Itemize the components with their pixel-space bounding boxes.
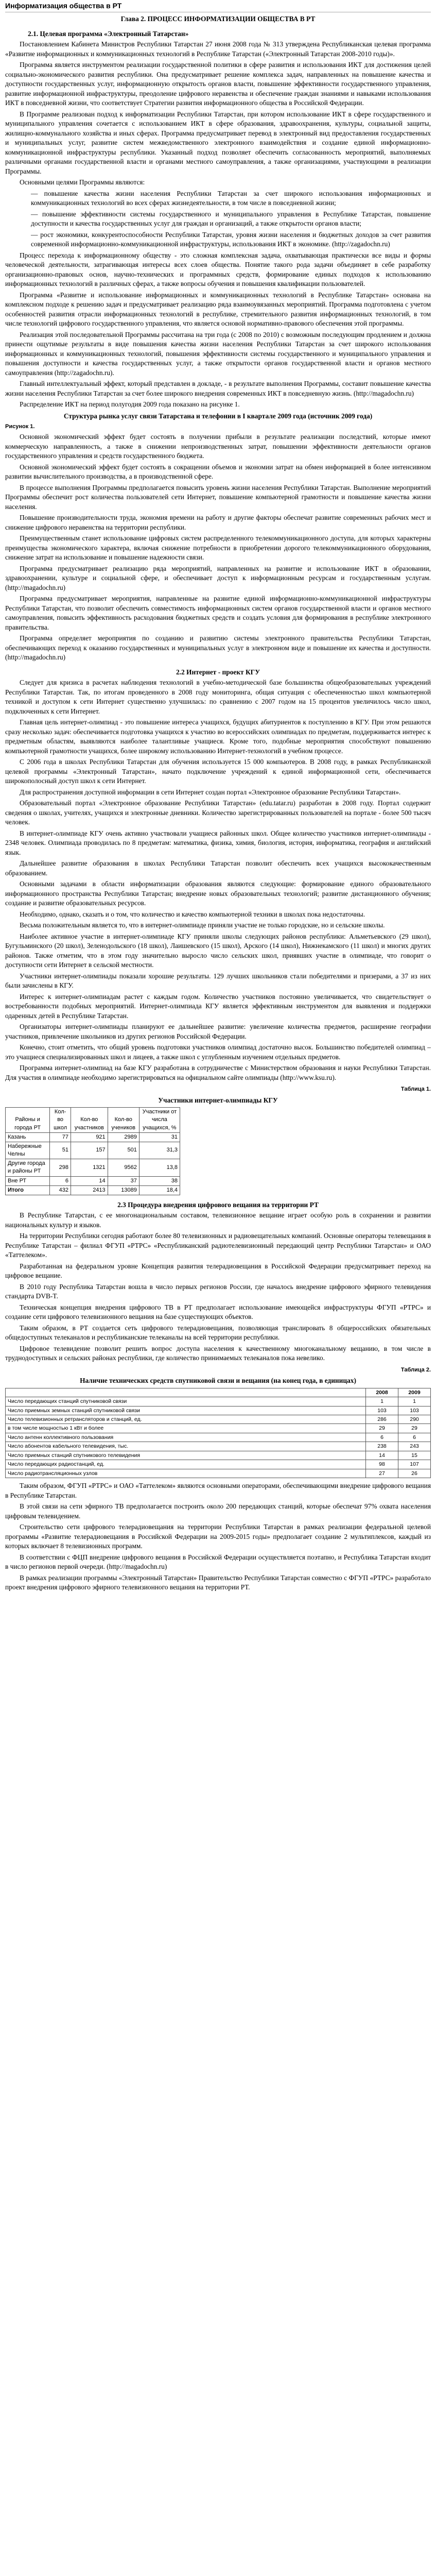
paragraph: На территории Республики сегодня работают более 80 телевизионных и радиовещательных компаний. Основные операторы телевещания в Республике Татарстан – филиал ФГУП «РТРС» «Республиканский радиотелевизионный передающий центр Республики Татарстан» и ОАО «Таттелеком». (5, 1232, 431, 1259)
figure-title: Структура рынка услуг связи Татарстана и телефонии в I квартале 2009 года (63, 412, 306, 420)
table-row (6, 1424, 431, 1433)
table-row (6, 1397, 431, 1406)
goals-list (5, 189, 431, 249)
list-item: — повышение качества жизни населения Республики Татарстан за счет широкого использования информационных и коммуникационных технологий во всех сферах жизнедеятельности, в том числе в повседневной жизни; (31, 189, 431, 207)
table-cell: 14 (366, 1451, 398, 1460)
paragraph: Программа интернет-олимпиад на базе КГУ разработана в сотрудничестве с Министерством образования и науки Республики Татарстан. Для участия в олимпиаде необходимо зарегистрироваться на официальном сайте олимпиады (http://www.ksu.ru). (5, 1064, 431, 1081)
table-header-cell: 2008 (366, 1388, 398, 1397)
paragraph: Главная цель интернет-олимпиад - это повышение интереса учащихся, будущих абитуриентов к поступлению в КГУ. При этом решаются сразу несколько задач: обеспечивается подготовка учащихся к участию во всероссийских олимпиадах по предметам, поддерживается интерес к предметным областям, выявляются наиболее талантливые учащиеся. Кроме того, подобные мероприятия способствуют повышению компьютерной грамотности учащихся, более широкому использованию Интернет-технологий в учебном процессе. (5, 718, 431, 755)
paragraph: Дальнейшее развитие образования в школах Республики Татарстан позволит обеспечить всех учащихся высококачественным образованием. (5, 859, 431, 877)
table-cell: Число абонентов кабельного телевидения, тыс. (6, 1442, 366, 1451)
table-row (6, 1406, 431, 1415)
table-header-cell: Кол-во участников (71, 1108, 108, 1133)
paragraph: Следует для кризиса в расчетах наблюдения технологий в учебно-методической базе большинства общеобразовательных учреждений Республики Татарстан. Так, по итогам проведенного в 2008 году мониторинга, общая ситуация с обеспеченностью школ компьютерной техникой и доступом к сети Интернет существенно улучшилась: по сравнению с 2007 годом на 15 процентов увеличилось число школ, подключенных к сети Интернет. (5, 679, 431, 715)
paragraph: Программа предусматривает мероприятия, направленные на развитие единой информационно-коммуникационной инфраструктуры Республики Татарстан, что позволит обеспечить совместимость информационных систем органов государственной власти и органов местного самоуправления, повысить эффективность расходования бюджетных средств и создать условия для формирования в республике электронного правительства. (5, 595, 431, 631)
paragraph: Наиболее активное участие в интернет-олимпиаде КГУ приняли школы следующих районов республики: Альметьевского (29 школ), Бугульминского (20 школ), Зеленодольского (18 школ), Лаишевского (15 школ), Арского (14 школ), Нижнекамского (11 школ) и многих других районов. Также отметим, что в этом году значительно выросло число сельских школ, приявших участие в олимпиаде, что говорит о доступности сети Интернет в сельской местности. (5, 932, 431, 969)
table-cell: 13089 (108, 1185, 139, 1195)
table-label: Таблица 1. (400, 1086, 431, 1093)
table-cell: 921 (71, 1132, 108, 1142)
table-header-cell (6, 1388, 366, 1397)
paragraph: В процессе выполнения Программы предполагается повысить уровень жизни населения Республики Татарстан. Выполнение мероприятий Программы обеспечит рост количества пользователей сети Интернет, повышение компьютерной грамотности и повышение качества жизни населения. (5, 483, 431, 511)
paragraph: Конечно, стоит отметить, что общий уровень подготовки участников олимпиад достаточно высок. Большинство победителей олимпиад – это учащиеся специализированных школ и лицеев, а также школ с углубленным изучением отдельных предметов. (5, 1043, 431, 1061)
table-header-cell: Районы и города РТ (6, 1108, 50, 1133)
table-cell: 6 (398, 1433, 431, 1442)
section-heading-2-2: 2.2 Интернет - проект КГУ (176, 668, 260, 676)
table-cell: 238 (366, 1442, 398, 1451)
paragraph: В Программе реализован подход к информатизации Республики Татарстан, при котором использование ИКТ в сфере государственного и муниципального управления сочетается с использованием ИКТ в сфере образования, здравоохранения, культуры, социальной защиты, жилищно-коммунального хозяйства и иных сферах. Программа предусматривает перевод в электронный вид предоставления государственных и муниципальных услуг, развитие систем межведомственного электронного взаимодействия и создание единой информационно-коммуникационной инфраструктуры республики. Указанный подход позволяет обеспечить согласованность мероприятий, выполняемых различными органами государственной власти и органами местного самоуправления, а также организациями, участвующими в реализации Программы. (5, 110, 431, 175)
table-cell: 77 (50, 1132, 71, 1142)
paragraph: Программа является инструментом реализации государственной политики в сфере развития и использования ИКТ для достижения целей социально-экономического развития республики. Она предусматривает решение комплекса задач, направленных на повышение качества и доступности государственных услуг, информационную открытость органов власти, повышение эффективности государственного управления, развитие информационной инфраструктуры, преодоление цифрового неравенства и обеспечение граждан знаниями и навыками использования ИКТ в повседневной жизни, что соответствует Стратегии развития информационного общества в Российской Федерации. (5, 61, 431, 107)
table-cell: 13,8 (139, 1159, 180, 1176)
section-2-1-cont (5, 432, 431, 663)
paragraph: Повышение производительности труда, экономия времени на работу и другие факторы обеспечат развитие современных рабочих мест и снижение цифрового неравенства на территории республики. (5, 514, 431, 531)
section-2-3-body (5, 1211, 431, 1363)
paragraph: В 2010 году Республика Татарстан вошла в число первых регионов России, где началось внедрение цифрового эфирного телевидения стандарта DVB-T. (5, 1282, 431, 1300)
list-item: — повышение эффективности системы государственного и муниципального управления в Республике Татарстан, повышение доступности и качества государственных услуг для граждан и организаций, а также открытости органов власти; (31, 210, 431, 228)
table-cell: 31 (139, 1132, 180, 1142)
table-cell: 103 (366, 1406, 398, 1415)
table-cell: 27 (366, 1469, 398, 1478)
table-row (6, 1460, 431, 1469)
olympiad-table (5, 1107, 180, 1195)
figure-source: (источник 2009 года) (308, 412, 373, 420)
table-row (6, 1176, 180, 1185)
paragraph: В этой связи на сети эфирного ТВ предполагается построить около 200 передающих станций, которые обеспечат 97% охвата населения цифровым телевидением. (5, 1502, 431, 1520)
table-cell: 51 (50, 1142, 71, 1159)
list-item: — рост экономики, конкурентоспособности Республики Татарстан, уровня жизни населения и бюджетных доходов за счет развития современной информационно-коммуникационной инфраструктуры, использования ИКТ в экономике. (http://zagadochn.ru) (31, 230, 431, 248)
paragraph: В интернет-олимпиаде КГУ очень активно участвовали учащиеся районных школ. Общее количество участников интернет-олимпиады - 2348 человек. Олимпиада проводилась по 8 предметам: математика, физика, химия, биология, история, информатика, география и английский язык. (5, 829, 431, 856)
table-cell: Набережные Челны (6, 1142, 50, 1159)
table-cell: 6 (50, 1176, 71, 1185)
table-header-cell: Участники от числа учащихся, % (139, 1108, 180, 1133)
table-cell: Число приемных земных станций спутниковой связи (6, 1406, 366, 1415)
table-caption: Участники интернет-олимпиады КГУ (158, 1096, 278, 1104)
paragraph: Необходимо, однако, сказать и о том, что количество и качество компьютерной техники в школах пока недостаточны. (20, 910, 365, 918)
table-cell: Казань (6, 1132, 50, 1142)
paragraph: Организаторы интернет-олимпиады планируют ее дальнейшее развитие: увеличение количества предметов, расширение географии участников, привлечение школьников из других регионов Российской Федерации. (5, 1023, 431, 1040)
paragraph: Таким образом, в РТ создается сеть цифрового телерадиовещания, позволяющая транслировать 8 общероссийских обязательных общедоступных телеканалов и республиканские телеканалы на всей территории республики. (5, 1324, 431, 1342)
table-cell: 290 (398, 1415, 431, 1424)
table-cell: Число радиотрансляционных узлов (6, 1469, 366, 1478)
table-cell: 107 (398, 1460, 431, 1469)
table-cell: 29 (366, 1424, 398, 1433)
table-row (6, 1469, 431, 1478)
paragraph: В соответствии с ФЦП внедрение цифрового вещания в Российской Федерации осуществляется поэтапно, и Республика Татарстан входит в число регионов первой очереди. (http://magadochn.ru) (5, 1553, 431, 1571)
table-label: Таблица 2. (400, 1366, 431, 1373)
table-cell: 243 (398, 1442, 431, 1451)
table-row (6, 1132, 180, 1142)
paragraph: Основной экономический эффект будет состоять в получении прибыли в результате реализации последствий, которые имеют коммерческую направленность, а также в снижении непроизводственных затрат, повышении эффективности деятельности органов государственного управления и средств государственного бюджета. (5, 433, 431, 460)
table-row (6, 1415, 431, 1424)
section-2-3-cont (5, 1481, 431, 1592)
table-cell: Вне РТ (6, 1176, 50, 1185)
paragraph: Программа «Развитие и использование информационных и коммуникационных технологий в Республике Татарстан» основана на комплексном подходе к решению задач и предусматривает реализацию ряда взаимоувязанных мероприятий. Программа подготовлена с учетом особенностей развития отрасли информационных технологий в республике, стремительного развития информационных технологий, в том числе технологий цифрового государственного управления, что является основой нормативно-правового обеспечения этой программы. (5, 291, 431, 328)
table-header-cell: 2009 (398, 1388, 431, 1397)
page-title: Информатизация общества в РТ (5, 0, 431, 12)
table-cell: Итого (6, 1185, 50, 1195)
table-cell: Другие города и районы РТ (6, 1159, 50, 1176)
table-row (6, 1442, 431, 1451)
figure-label: Рисунок 1. (5, 423, 35, 430)
table-cell: 18,4 (139, 1185, 180, 1195)
table-cell: 157 (71, 1142, 108, 1159)
table-cell: 9562 (108, 1159, 139, 1176)
table-row (6, 1142, 180, 1159)
table-cell: 31,3 (139, 1142, 180, 1159)
table-cell: 1 (366, 1397, 398, 1406)
paragraph: Участники интернет-олимпиады показали хорошие результаты. 129 лучших школьников стали победителями и призерами, а 37 из них были зачислены в КГУ. (5, 972, 431, 990)
paragraph: Процесс перехода к информационному обществу - это сложная комплексная задача, охватывающая практически все виды и формы человеческой деятельности, затрагивающая интересы всех слоев общества. Понятие такого рода задачи объединяет в себе разработку организационно-правовых основ, научно-технических и программных средств, формирование единых подходов к использованию информационных технологий в различных сферах, а также вопросы обучения и повышения квалификации пользователей. (5, 251, 431, 288)
table-row (6, 1159, 180, 1176)
table-cell: 98 (366, 1460, 398, 1469)
table-row (6, 1451, 431, 1460)
paragraph: Реализация этой последовательной Программы рассчитана на три года (с 2008 по 2010) с возможным последующим продлением и должна принести ощутимые результаты в виде повышения качества жизни населения Республики Татарстан за счет широкого использования информационных и коммуникационных технологий, повышения эффективности системы государственного и муниципального управления и повышения доступности и качества государственных услуг, а также открытости органов государственной власти и органов местного самоуправления (http://zagadochn.ru). (5, 330, 431, 377)
table-cell: 298 (50, 1159, 71, 1176)
paragraph: В рамках реализации программы «Электронный Татарстан» Правительство Республики Татарстан совместно с ФГУП «РТРС» разработало проект внедрения цифрового эфирного телевизионного вещания на территории РТ. (5, 1573, 431, 1591)
table-cell: 501 (108, 1142, 139, 1159)
table-cell: 432 (50, 1185, 71, 1195)
table-cell: Число антенн коллективного пользования (6, 1433, 366, 1442)
paragraph: Образовательный портал «Электронное образование Республики Татарстан» (edu.tatar.ru) разработан в 2008 году. Портал содержит сведения о школах, учителях, учащихся и электронные дневники. Количество зарегистрированных пользователей на портале - более 500 тысяч человек. (5, 799, 431, 826)
table-cell: 26 (398, 1469, 431, 1478)
paragraph: Основными задачами в области информатизации образования являются следующие: формирование единого образовательного информационного пространства Республики Татарстан; внедрение новых образовательных технологий; развитие дистанционного обучения; создание и развитие образовательных ресурсов. (5, 880, 431, 907)
table-header-cell: Кол-во школ (50, 1108, 71, 1133)
table-caption: Наличие технических средств спутниковой связи и вещания (на конец года, в единицах) (80, 1377, 356, 1385)
section-2-1-intro (5, 40, 431, 188)
table-cell: 2989 (108, 1132, 139, 1142)
table-row (6, 1185, 180, 1195)
paragraph: Преимущественным станет использование цифровых систем распределенного телекоммуникационного доступа, для которых характерны преимущества экономического характера, включая снижение потребности в приобретении дорогого телекоммуникационного оборудования, снижение затрат на использование и повышение надежности связи. (5, 534, 431, 562)
paragraph: Разработанная на федеральном уровне Концепция развития телерадиовещания в Российской Федерации предусматривает переход на цифровое вещание. (5, 1262, 431, 1280)
table-cell: 29 (398, 1424, 431, 1433)
table-cell: 103 (398, 1406, 431, 1415)
paragraph: Основными целями Программы являются: (20, 178, 145, 187)
table-row (6, 1433, 431, 1442)
paragraph: Техническая концепция внедрения цифрового ТВ в РТ предполагает использование имеющейся инфраструктуры ФГУП «РТРС» и создание сети цифрового телевизионного вещания на базе существующих объектов. (5, 1303, 431, 1321)
table-cell: Число передающих станций спутниковой связи (6, 1397, 366, 1406)
section-heading-2-1: 2.1. Целевая программа «Электронный Татарстан» (28, 29, 189, 38)
paragraph: Главный интеллектуальный эффект, который представлен в докладе, - в результате выполнения Программы, составит повышение качества жизни населения Республики Татарстан за счет более широкого внедрения современных ИКТ в повседневную жизнь. (http://magadochn.ru) (5, 380, 431, 397)
chapter-heading: Глава 2. ПРОЦЕСС ИНФОРМАТИЗАЦИИ ОБЩЕСТВА В РТ (120, 15, 316, 23)
table-cell: 6 (366, 1433, 398, 1442)
table-header-row (6, 1108, 180, 1133)
table-cell: 286 (366, 1415, 398, 1424)
paragraph: Распределение ИКТ на период полугодия 2009 года показано на рисунке 1. (20, 400, 240, 409)
paragraph: Интерес к интернет-олимпиадам растет с каждым годом. Количество участников постоянно увеличивается, что свидетельствует о востребованности подобных мероприятий. Интернет-олимпиада КГУ является эффективным инструментом для выявления и поддержки одаренных детей в Республике Татарстан. (5, 992, 431, 1020)
paragraph: Основной экономический эффект будет состоять в сокращении объемов и экономии затрат на обмен информацией в более интенсивном развитии вычислительного производства, а в производственной сфере. (5, 463, 431, 481)
satellite-table (5, 1388, 431, 1479)
section-2-1-body (5, 251, 431, 410)
table-cell: Число приемных станций спутникового телевидения (6, 1451, 366, 1460)
table-cell: в том числе мощностью 1 кВт и более (6, 1424, 366, 1433)
table-cell: 38 (139, 1176, 180, 1185)
section-2-2-body (5, 678, 431, 1082)
figure-caption (5, 412, 431, 421)
table-cell: Число передающих радиостанций, ед. (6, 1460, 366, 1469)
paragraph: Программа определяет мероприятия по созданию и развитию системы электронного правительства Республики Татарстан, обеспечивающих переход к оказанию государственных и муниципальных услуг в электронном виде и повышение их качества и доступности. (http://magadochn.ru) (5, 634, 431, 662)
table-cell: 1 (398, 1397, 431, 1406)
table-cell: 14 (71, 1176, 108, 1185)
paragraph: Цифровое телевидение позволит решить вопрос доступа населения к качественному многоканальному вещанию, в том числе в труднодоступных и сельских районах республики, где количество принимаемых телеканалов пока невелико. (5, 1344, 431, 1362)
paragraph: Таким образом, ФГУП «РТРС» и ОАО «Таттелеком» являются основными операторами, обеспечивающими внедрение цифрового вещания в Республике Татарстан. (5, 1482, 431, 1499)
table-header-cell: Кол-во учеников (108, 1108, 139, 1133)
table-cell: 15 (398, 1451, 431, 1460)
table-cell: Число телевизионных ретрансляторов и станций, ед. (6, 1415, 366, 1424)
paragraph: Весьма положительным является то, что в интернет-олимпиаде приняли участие не только городские, но и сельские школы. (20, 921, 385, 929)
paragraph: С 2006 года в школах Республики Татарстан для обучения используется 15 000 компьютеров. В 2008 году, в рамках Республиканской целевой программы «Электронный Татарстан», начато подключение учреждений к единой информационной сети, обеспечивается широкополосный доступ школ к сети Интернет. (5, 758, 431, 785)
table-header-row (6, 1388, 431, 1397)
paragraph: Для распространения доступной информации в сети Интернет создан портал «Электронное образование Республики Татарстан». (20, 788, 401, 796)
table-cell: 2413 (71, 1185, 108, 1195)
table-cell: 37 (108, 1176, 139, 1185)
paragraph: Программа предусматривает реализацию ряда мероприятий, направленных на развитие и использование ИКТ в образовании, здравоохранении, культуре и социальной сфере, и обеспечивает доступ к информационным ресурсам и государственным услугам. (http://magadochn.ru) (5, 564, 431, 591)
paragraph: В Республике Татарстан, с ее многонациональным составом, телевизионное вещание играет особую роль в сохранении и развитии национальных культур и языков. (5, 1211, 431, 1229)
paragraph: Строительство сети цифрового телерадиовещания на территории Республики Татарстан в рамках реализации федеральной целевой программы «Развитие телерадиовещания в Российской Федерации на 2009-2015 годы» предполагает создание 2 мультиплексов, каждый из которых включает 8 телевизионных программ. (5, 1523, 431, 1550)
paragraph: Постановлением Кабинета Министров Республики Татарстан 27 июня 2008 года № 313 утверждена Республиканская целевая программа «Развитие информационных и коммуникационных технологий в Республике Татарстан («Электронный Татарстан 2008-2010 годы)». (5, 40, 431, 58)
section-heading-2-3: 2.3 Процедура внедрения цифрового вещания на территории РТ (117, 1200, 319, 1209)
table-cell: 1321 (71, 1159, 108, 1176)
